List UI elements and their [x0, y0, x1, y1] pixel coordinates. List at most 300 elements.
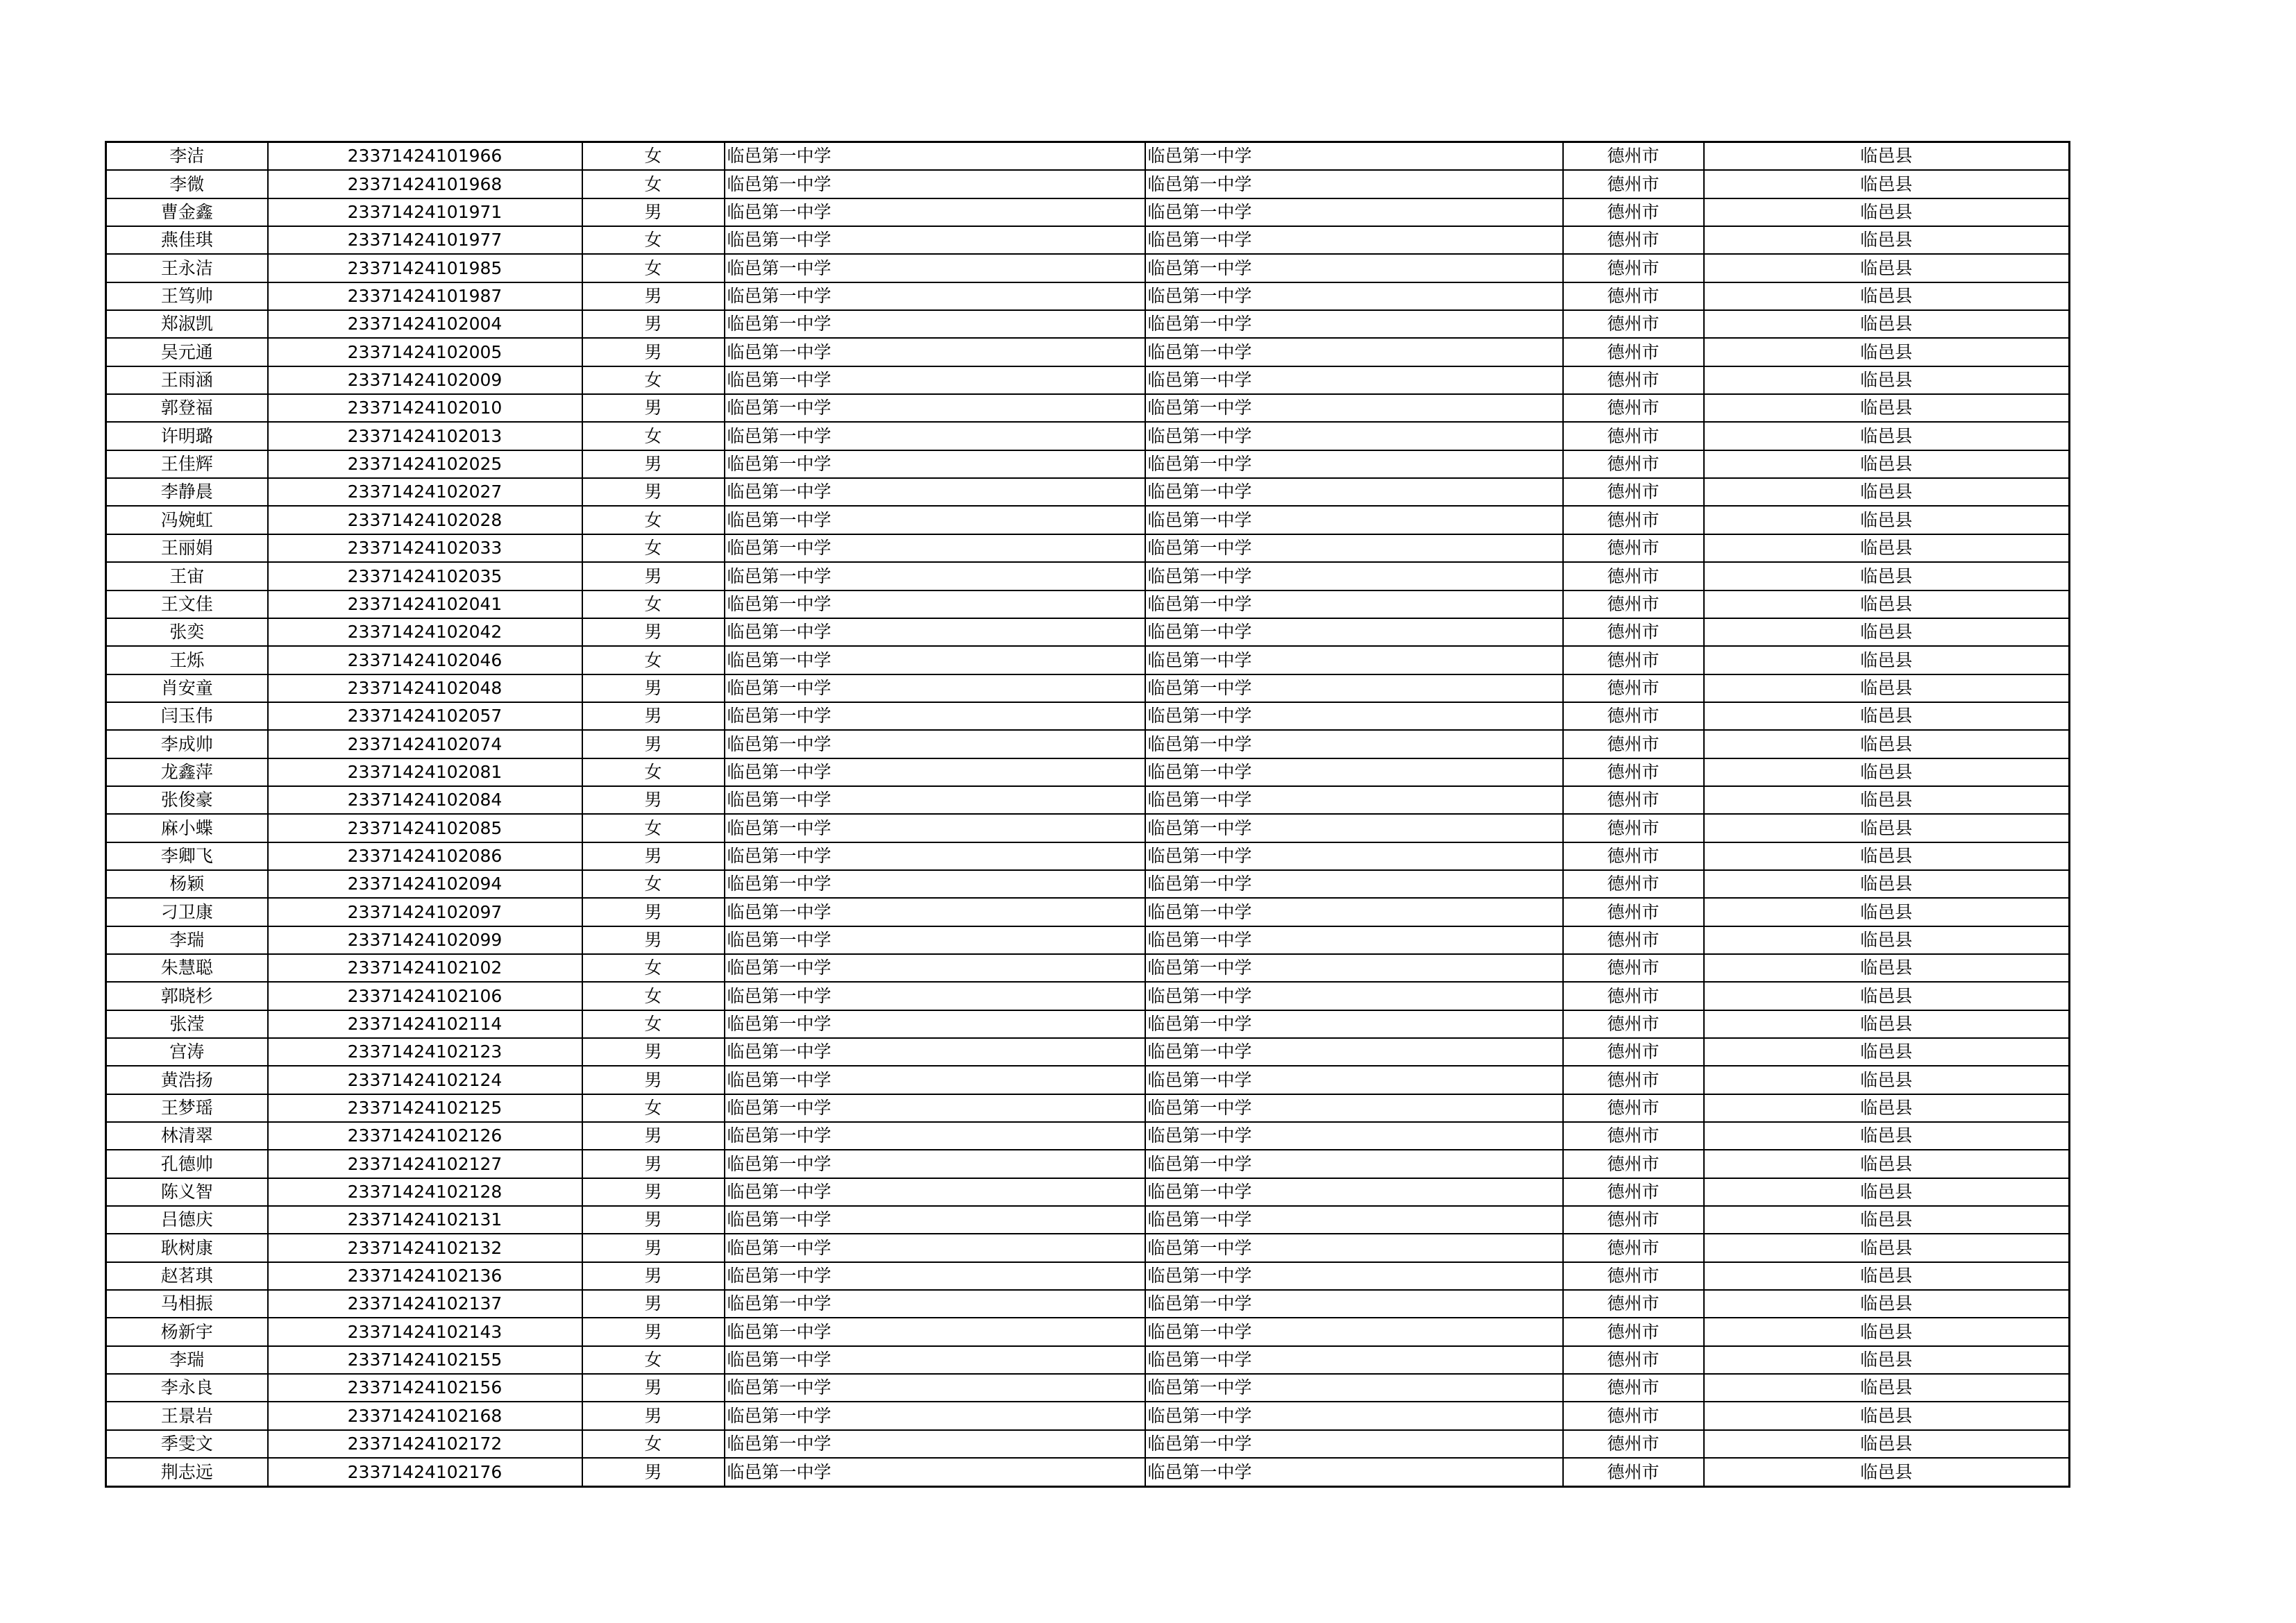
cell-city: 德州市	[1563, 1206, 1704, 1234]
cell-county: 临邑县	[1704, 786, 2070, 814]
cell-city: 德州市	[1563, 618, 1704, 646]
cell-name: 王笃帅	[106, 282, 268, 310]
cell-city: 德州市	[1563, 1094, 1704, 1122]
cell-city: 德州市	[1563, 226, 1704, 254]
cell-school: 临邑第一中学	[725, 254, 1145, 282]
cell-school: 临邑第一中学	[725, 1318, 1145, 1345]
cell-city: 德州市	[1563, 450, 1704, 478]
cell-gender: 男	[582, 282, 725, 310]
cell-name: 季雯文	[106, 1430, 268, 1458]
cell-exam-id: 23371424102172	[268, 1430, 582, 1458]
cell-school: 临邑第一中学	[725, 814, 1145, 842]
table-row	[106, 1458, 2070, 1486]
cell-exam-id: 23371424102137	[268, 1290, 582, 1318]
cell-city: 德州市	[1563, 1150, 1704, 1178]
cell-school: 临邑第一中学	[725, 1010, 1145, 1038]
cell-city: 德州市	[1563, 786, 1704, 814]
cell-gender: 男	[582, 786, 725, 814]
cell-admit-school: 临邑第一中学	[1145, 310, 1563, 338]
cell-exam-id: 23371424102010	[268, 394, 582, 422]
cell-school: 临邑第一中学	[725, 842, 1145, 870]
cell-exam-id: 23371424102114	[268, 1010, 582, 1038]
cell-city: 德州市	[1563, 366, 1704, 394]
cell-gender: 女	[582, 870, 725, 898]
cell-gender: 女	[582, 142, 725, 171]
cell-city: 德州市	[1563, 1122, 1704, 1150]
cell-gender: 女	[582, 170, 725, 198]
cell-city: 德州市	[1563, 954, 1704, 982]
cell-school: 临邑第一中学	[725, 170, 1145, 198]
cell-exam-id: 23371424102094	[268, 870, 582, 898]
cell-school: 临邑第一中学	[725, 870, 1145, 898]
cell-gender: 男	[582, 926, 725, 954]
cell-city: 德州市	[1563, 982, 1704, 1010]
cell-city: 德州市	[1563, 898, 1704, 926]
cell-school: 临邑第一中学	[725, 282, 1145, 310]
cell-exam-id: 23371424102123	[268, 1038, 582, 1066]
cell-city: 德州市	[1563, 1038, 1704, 1066]
cell-school: 临邑第一中学	[725, 562, 1145, 590]
cell-exam-id: 23371424102028	[268, 506, 582, 534]
table-row	[106, 1430, 2070, 1458]
cell-school: 临邑第一中学	[725, 730, 1145, 758]
cell-city: 德州市	[1563, 1346, 1704, 1374]
cell-admit-school: 临邑第一中学	[1145, 422, 1563, 450]
cell-exam-id: 23371424102102	[268, 954, 582, 982]
student-table	[105, 141, 2070, 1488]
cell-admit-school: 临邑第一中学	[1145, 506, 1563, 534]
cell-gender: 女	[582, 254, 725, 282]
cell-name: 陈义智	[106, 1178, 268, 1206]
cell-name: 冯婉虹	[106, 506, 268, 534]
cell-school: 临邑第一中学	[725, 478, 1145, 506]
cell-city: 德州市	[1563, 1066, 1704, 1094]
cell-city: 德州市	[1563, 1430, 1704, 1458]
cell-city: 德州市	[1563, 814, 1704, 842]
cell-school: 临邑第一中学	[725, 590, 1145, 618]
cell-name: 李微	[106, 170, 268, 198]
cell-county: 临邑县	[1704, 1458, 2070, 1486]
table-row	[106, 198, 2070, 226]
cell-city: 德州市	[1563, 1458, 1704, 1486]
cell-county: 临邑县	[1704, 506, 2070, 534]
cell-school: 临邑第一中学	[725, 926, 1145, 954]
cell-city: 德州市	[1563, 674, 1704, 702]
cell-admit-school: 临邑第一中学	[1145, 1066, 1563, 1094]
cell-admit-school: 临邑第一中学	[1145, 198, 1563, 226]
cell-school: 临邑第一中学	[725, 954, 1145, 982]
cell-gender: 男	[582, 842, 725, 870]
cell-exam-id: 23371424102033	[268, 534, 582, 562]
cell-name: 荆志远	[106, 1458, 268, 1486]
cell-admit-school: 临邑第一中学	[1145, 1458, 1563, 1486]
cell-county: 临邑县	[1704, 1178, 2070, 1206]
cell-school: 临邑第一中学	[725, 646, 1145, 674]
cell-city: 德州市	[1563, 1010, 1704, 1038]
cell-admit-school: 临邑第一中学	[1145, 1150, 1563, 1178]
cell-name: 闫玉伟	[106, 702, 268, 730]
table-row	[106, 842, 2070, 870]
cell-exam-id: 23371424102035	[268, 562, 582, 590]
cell-name: 马相振	[106, 1290, 268, 1318]
cell-city: 德州市	[1563, 282, 1704, 310]
cell-gender: 男	[582, 198, 725, 226]
cell-school: 临邑第一中学	[725, 702, 1145, 730]
cell-county: 临邑县	[1704, 142, 2070, 171]
cell-name: 耿树康	[106, 1234, 268, 1261]
cell-gender: 女	[582, 366, 725, 394]
cell-name: 杨新宇	[106, 1318, 268, 1345]
cell-admit-school: 临邑第一中学	[1145, 898, 1563, 926]
table-row	[106, 758, 2070, 786]
cell-school: 临邑第一中学	[725, 786, 1145, 814]
cell-school: 临邑第一中学	[725, 898, 1145, 926]
table-row	[106, 1402, 2070, 1429]
cell-gender: 男	[582, 898, 725, 926]
cell-county: 临邑县	[1704, 730, 2070, 758]
cell-admit-school: 临邑第一中学	[1145, 674, 1563, 702]
cell-city: 德州市	[1563, 506, 1704, 534]
cell-admit-school: 临邑第一中学	[1145, 926, 1563, 954]
cell-gender: 男	[582, 310, 725, 338]
cell-name: 郑淑凯	[106, 310, 268, 338]
cell-city: 德州市	[1563, 198, 1704, 226]
cell-admit-school: 临邑第一中学	[1145, 226, 1563, 254]
cell-gender: 男	[582, 1234, 725, 1261]
cell-exam-id: 23371424102099	[268, 926, 582, 954]
cell-admit-school: 临邑第一中学	[1145, 590, 1563, 618]
table-row	[106, 1150, 2070, 1178]
cell-school: 临邑第一中学	[725, 674, 1145, 702]
cell-school: 临邑第一中学	[725, 1458, 1145, 1486]
cell-exam-id: 23371424102126	[268, 1122, 582, 1150]
cell-county: 临邑县	[1704, 1038, 2070, 1066]
cell-exam-id: 23371424102132	[268, 1234, 582, 1261]
cell-city: 德州市	[1563, 170, 1704, 198]
cell-gender: 男	[582, 1458, 725, 1486]
cell-name: 吕德庆	[106, 1206, 268, 1234]
table-row	[106, 1178, 2070, 1206]
cell-exam-id: 23371424101987	[268, 282, 582, 310]
table-row	[106, 1262, 2070, 1290]
cell-city: 德州市	[1563, 562, 1704, 590]
cell-name: 王梦瑶	[106, 1094, 268, 1122]
cell-county: 临邑县	[1704, 926, 2070, 954]
cell-exam-id: 23371424101985	[268, 254, 582, 282]
cell-school: 临邑第一中学	[725, 310, 1145, 338]
table-row	[106, 478, 2070, 506]
cell-admit-school: 临邑第一中学	[1145, 478, 1563, 506]
cell-city: 德州市	[1563, 394, 1704, 422]
cell-admit-school: 临邑第一中学	[1145, 170, 1563, 198]
table-row	[106, 450, 2070, 478]
cell-name: 吴元通	[106, 338, 268, 366]
cell-county: 临邑县	[1704, 590, 2070, 618]
cell-county: 临邑县	[1704, 170, 2070, 198]
cell-county: 临邑县	[1704, 450, 2070, 478]
cell-admit-school: 临邑第一中学	[1145, 1290, 1563, 1318]
table-row	[106, 982, 2070, 1010]
cell-exam-id: 23371424101971	[268, 198, 582, 226]
cell-name: 王宙	[106, 562, 268, 590]
cell-gender: 女	[582, 1094, 725, 1122]
cell-exam-id: 23371424102074	[268, 730, 582, 758]
cell-county: 临邑县	[1704, 338, 2070, 366]
cell-school: 临邑第一中学	[725, 1430, 1145, 1458]
cell-school: 临邑第一中学	[725, 1262, 1145, 1290]
cell-county: 临邑县	[1704, 702, 2070, 730]
cell-name: 王文佳	[106, 590, 268, 618]
cell-exam-id: 23371424102086	[268, 842, 582, 870]
cell-exam-id: 23371424102042	[268, 618, 582, 646]
table-row	[106, 1318, 2070, 1345]
cell-admit-school: 临邑第一中学	[1145, 1094, 1563, 1122]
cell-admit-school: 临邑第一中学	[1145, 1122, 1563, 1150]
cell-school: 临邑第一中学	[725, 534, 1145, 562]
cell-county: 临邑县	[1704, 198, 2070, 226]
cell-admit-school: 临邑第一中学	[1145, 618, 1563, 646]
cell-county: 临邑县	[1704, 646, 2070, 674]
cell-name: 郭登福	[106, 394, 268, 422]
cell-county: 临邑县	[1704, 1346, 2070, 1374]
table-row	[106, 562, 2070, 590]
cell-school: 临邑第一中学	[725, 758, 1145, 786]
cell-name: 王佳辉	[106, 450, 268, 478]
cell-name: 张滢	[106, 1010, 268, 1038]
cell-county: 临邑县	[1704, 226, 2070, 254]
cell-exam-id: 23371424102027	[268, 478, 582, 506]
cell-exam-id: 23371424101977	[268, 226, 582, 254]
cell-school: 临邑第一中学	[725, 1066, 1145, 1094]
cell-name: 杨颖	[106, 870, 268, 898]
cell-county: 临邑县	[1704, 1374, 2070, 1402]
cell-admit-school: 临邑第一中学	[1145, 338, 1563, 366]
cell-admit-school: 临邑第一中学	[1145, 394, 1563, 422]
cell-school: 临邑第一中学	[725, 1178, 1145, 1206]
cell-city: 德州市	[1563, 1318, 1704, 1345]
cell-county: 临邑县	[1704, 1234, 2070, 1261]
cell-name: 王雨涵	[106, 366, 268, 394]
cell-gender: 女	[582, 506, 725, 534]
cell-admit-school: 临邑第一中学	[1145, 282, 1563, 310]
cell-exam-id: 23371424102131	[268, 1206, 582, 1234]
cell-county: 临邑县	[1704, 310, 2070, 338]
cell-school: 临邑第一中学	[725, 1346, 1145, 1374]
cell-name: 李瑞	[106, 1346, 268, 1374]
cell-county: 临邑县	[1704, 954, 2070, 982]
cell-name: 王丽娟	[106, 534, 268, 562]
cell-school: 临邑第一中学	[725, 1150, 1145, 1178]
cell-admit-school: 临邑第一中学	[1145, 562, 1563, 590]
table-row	[106, 506, 2070, 534]
cell-county: 临邑县	[1704, 1430, 2070, 1458]
table-row	[106, 1374, 2070, 1402]
cell-school: 临邑第一中学	[725, 506, 1145, 534]
cell-gender: 男	[582, 674, 725, 702]
table-row	[106, 394, 2070, 422]
cell-name: 曹金鑫	[106, 198, 268, 226]
cell-admit-school: 临邑第一中学	[1145, 1038, 1563, 1066]
cell-county: 临邑县	[1704, 422, 2070, 450]
cell-exam-id: 23371424102057	[268, 702, 582, 730]
cell-county: 临邑县	[1704, 982, 2070, 1010]
cell-name: 许明璐	[106, 422, 268, 450]
cell-name: 李静晨	[106, 478, 268, 506]
cell-gender: 女	[582, 982, 725, 1010]
cell-admit-school: 临邑第一中学	[1145, 450, 1563, 478]
table-row	[106, 786, 2070, 814]
cell-name: 李成帅	[106, 730, 268, 758]
cell-school: 临邑第一中学	[725, 198, 1145, 226]
cell-city: 德州市	[1563, 926, 1704, 954]
cell-county: 临邑县	[1704, 1122, 2070, 1150]
cell-school: 临邑第一中学	[725, 338, 1145, 366]
cell-exam-id: 23371424102004	[268, 310, 582, 338]
cell-gender: 男	[582, 1402, 725, 1429]
cell-gender: 女	[582, 646, 725, 674]
table-row	[106, 310, 2070, 338]
cell-gender: 男	[582, 618, 725, 646]
cell-county: 临邑县	[1704, 1262, 2070, 1290]
cell-city: 德州市	[1563, 1178, 1704, 1206]
table-row	[106, 870, 2070, 898]
cell-admit-school: 临邑第一中学	[1145, 366, 1563, 394]
cell-admit-school: 临邑第一中学	[1145, 254, 1563, 282]
cell-county: 临邑县	[1704, 1206, 2070, 1234]
cell-county: 临邑县	[1704, 1150, 2070, 1178]
cell-admit-school: 临邑第一中学	[1145, 1318, 1563, 1345]
cell-county: 临邑县	[1704, 394, 2070, 422]
cell-city: 德州市	[1563, 702, 1704, 730]
cell-exam-id: 23371424102156	[268, 1374, 582, 1402]
cell-admit-school: 临邑第一中学	[1145, 758, 1563, 786]
cell-name: 王景岩	[106, 1402, 268, 1429]
cell-city: 德州市	[1563, 1374, 1704, 1402]
table-row	[106, 142, 2070, 171]
cell-admit-school: 临邑第一中学	[1145, 1234, 1563, 1261]
cell-gender: 男	[582, 450, 725, 478]
cell-exam-id: 23371424102048	[268, 674, 582, 702]
cell-county: 临邑县	[1704, 814, 2070, 842]
table-row	[106, 170, 2070, 198]
cell-name: 肖安童	[106, 674, 268, 702]
cell-name: 林清翠	[106, 1122, 268, 1150]
table-row	[106, 338, 2070, 366]
cell-admit-school: 临邑第一中学	[1145, 702, 1563, 730]
cell-name: 王烁	[106, 646, 268, 674]
table-row	[106, 1066, 2070, 1094]
cell-county: 临邑县	[1704, 1094, 2070, 1122]
cell-admit-school: 临邑第一中学	[1145, 814, 1563, 842]
cell-school: 临邑第一中学	[725, 1094, 1145, 1122]
cell-name: 张奕	[106, 618, 268, 646]
cell-county: 临邑县	[1704, 562, 2070, 590]
cell-exam-id: 23371424102084	[268, 786, 582, 814]
table-row	[106, 1290, 2070, 1318]
cell-city: 德州市	[1563, 1234, 1704, 1261]
cell-county: 临邑县	[1704, 366, 2070, 394]
cell-exam-id: 23371424102176	[268, 1458, 582, 1486]
table-row	[106, 1010, 2070, 1038]
cell-exam-id: 23371424102125	[268, 1094, 582, 1122]
cell-city: 德州市	[1563, 870, 1704, 898]
cell-exam-id: 23371424102097	[268, 898, 582, 926]
table-row	[106, 366, 2070, 394]
cell-exam-id: 23371424102009	[268, 366, 582, 394]
cell-county: 临邑县	[1704, 1010, 2070, 1038]
cell-gender: 女	[582, 1010, 725, 1038]
table-row	[106, 618, 2070, 646]
cell-gender: 女	[582, 1430, 725, 1458]
table-row	[106, 926, 2070, 954]
cell-name: 张俊豪	[106, 786, 268, 814]
cell-gender: 男	[582, 1150, 725, 1178]
cell-name: 黄浩扬	[106, 1066, 268, 1094]
cell-name: 郭晓杉	[106, 982, 268, 1010]
table-row	[106, 730, 2070, 758]
cell-school: 临邑第一中学	[725, 982, 1145, 1010]
cell-exam-id: 23371424102106	[268, 982, 582, 1010]
cell-gender: 男	[582, 478, 725, 506]
table-row	[106, 534, 2070, 562]
cell-admit-school: 临邑第一中学	[1145, 870, 1563, 898]
cell-admit-school: 临邑第一中学	[1145, 954, 1563, 982]
cell-exam-id: 23371424102136	[268, 1262, 582, 1290]
table-row	[106, 954, 2070, 982]
cell-gender: 男	[582, 1290, 725, 1318]
cell-name: 李洁	[106, 142, 268, 171]
cell-gender: 女	[582, 226, 725, 254]
cell-city: 德州市	[1563, 534, 1704, 562]
cell-gender: 女	[582, 590, 725, 618]
cell-city: 德州市	[1563, 1402, 1704, 1429]
cell-admit-school: 临邑第一中学	[1145, 1010, 1563, 1038]
table-row	[106, 674, 2070, 702]
cell-admit-school: 临邑第一中学	[1145, 842, 1563, 870]
table-row	[106, 1122, 2070, 1150]
cell-city: 德州市	[1563, 842, 1704, 870]
cell-name: 李卿飞	[106, 842, 268, 870]
cell-school: 临邑第一中学	[725, 450, 1145, 478]
cell-county: 临邑县	[1704, 534, 2070, 562]
cell-gender: 男	[582, 1178, 725, 1206]
cell-city: 德州市	[1563, 422, 1704, 450]
cell-gender: 男	[582, 1262, 725, 1290]
cell-county: 临邑县	[1704, 870, 2070, 898]
cell-city: 德州市	[1563, 1262, 1704, 1290]
cell-county: 临邑县	[1704, 1318, 2070, 1345]
cell-exam-id: 23371424102155	[268, 1346, 582, 1374]
cell-county: 临邑县	[1704, 898, 2070, 926]
cell-admit-school: 临邑第一中学	[1145, 1206, 1563, 1234]
cell-city: 德州市	[1563, 310, 1704, 338]
cell-exam-id: 23371424102041	[268, 590, 582, 618]
cell-admit-school: 临邑第一中学	[1145, 730, 1563, 758]
cell-admit-school: 临邑第一中学	[1145, 1178, 1563, 1206]
cell-school: 临邑第一中学	[725, 142, 1145, 171]
cell-school: 临邑第一中学	[725, 1038, 1145, 1066]
cell-school: 临邑第一中学	[725, 366, 1145, 394]
cell-gender: 男	[582, 338, 725, 366]
cell-admit-school: 临邑第一中学	[1145, 982, 1563, 1010]
cell-name: 孔德帅	[106, 1150, 268, 1178]
cell-school: 临邑第一中学	[725, 422, 1145, 450]
table-row	[106, 282, 2070, 310]
cell-gender: 男	[582, 394, 725, 422]
cell-city: 德州市	[1563, 142, 1704, 171]
cell-exam-id: 23371424102085	[268, 814, 582, 842]
table-row	[106, 646, 2070, 674]
